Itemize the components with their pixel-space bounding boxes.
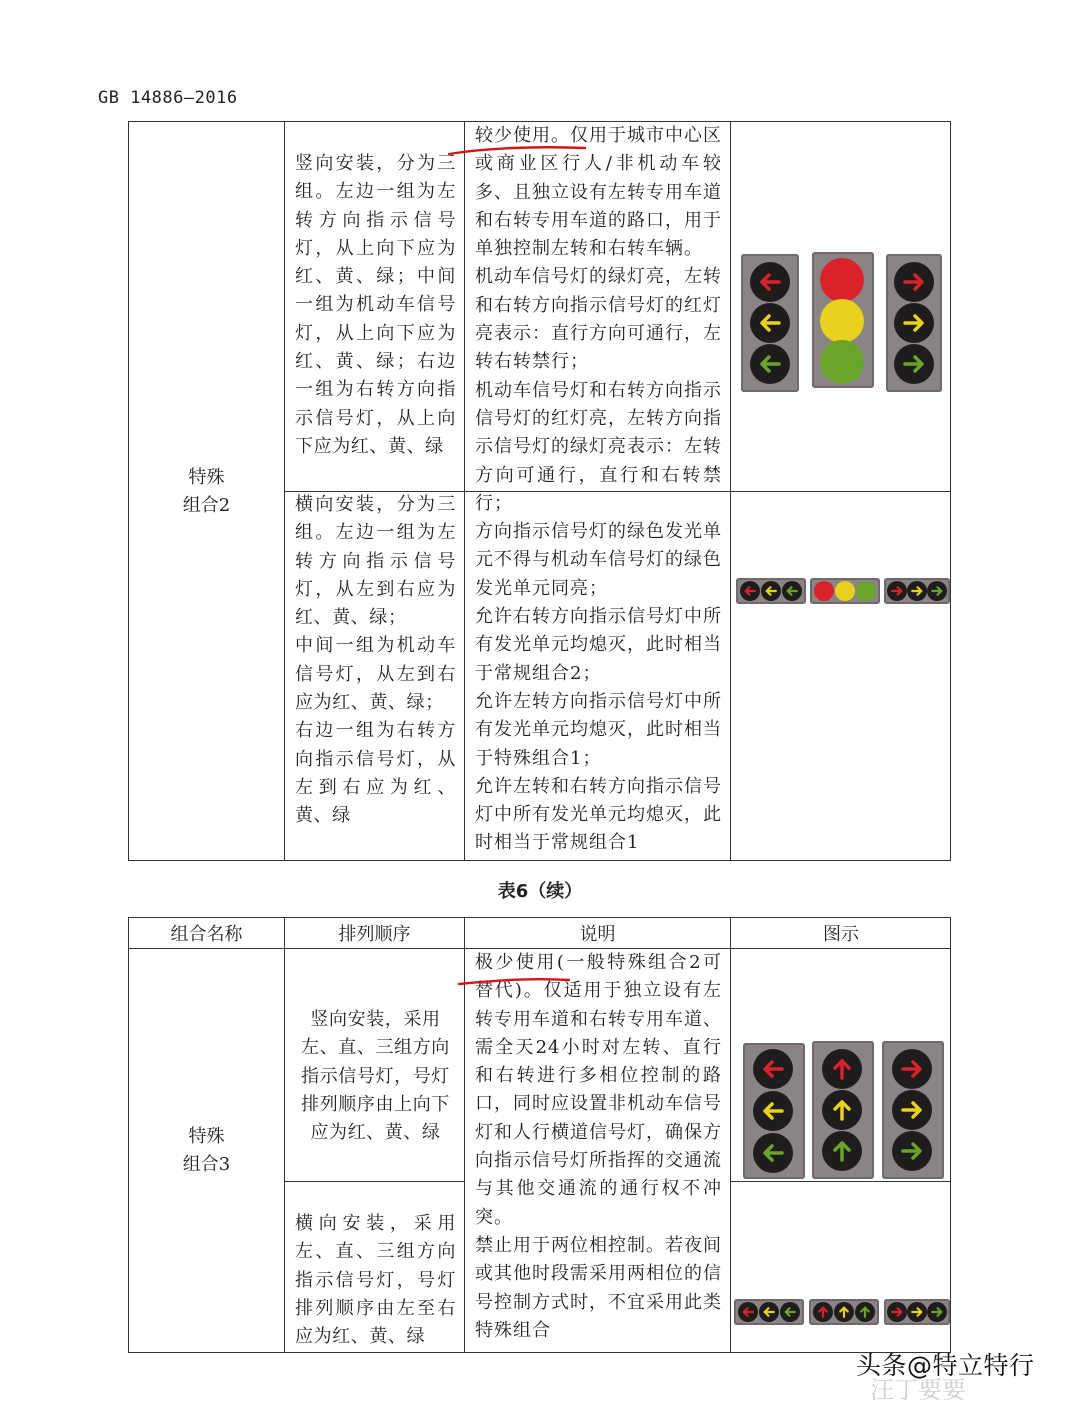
watermark-background-text: 汪丁要要: [870, 1376, 966, 1404]
up-arrow-icon: [816, 1305, 830, 1319]
lamp-green-right-arrow: [892, 1131, 932, 1171]
left-arrow-icon: [757, 351, 783, 377]
usage-highlight: 较少使用: [475, 125, 551, 146]
lamp-green-left-arrow: [782, 581, 802, 601]
right-arrow-icon: [899, 1097, 925, 1123]
lamp-yellow-left-arrow: [753, 1091, 793, 1131]
right-arrow-icon: [901, 269, 927, 295]
description-cell: 较少使用。仅用于城市中心区或商业区行人/非机动车较多、且独立设有左转专用车道和右转专用车道的路口，用于单独控制左转和右转车辆。 机动车信号灯的绿灯亮，左转和右转方向指示信号灯的红灯亮表示：直行方向可通行，左转右转禁行； 机动车信号灯和右转方向指示信号灯的红灯亮，左转方向指示信号灯的绿灯亮表示：左转方向可通行，直行和右转禁行； 方向指示信号灯的绿色发光单元不得与机动车信号灯的绿色发光单元同亮； 允许右转方向指示信号灯中所有发光单元均熄灭，此时相当于常规组合2； 允许左转方向指示信号灯中所有发光单元均熄灭，此时相当于特殊组合1； 允许左转和右转方向指示信号灯中所有发光单元均熄灭，此时相当于常规组合1: [465, 122, 730, 858]
description-cell: 极少使用(一般特殊组合2可替代)。仅适用于独立设有左转专用车道和右转专用车道、需全天24小时对左转、直行和右转进行多相位控制的路口，同时应设置非机动车信号灯和人行横道信号灯，确保方向指示信号灯所指挥的交通流与其他交通流的通行权不冲突。 禁止用于两位相控制。若夜间或其他时段需采用两相位的信号控制方式时，不宜采用此类特殊组合: [465, 949, 730, 1345]
description-paragraph: 极少使用(一般特殊组合2可替代)。仅适用于独立设有左转专用车道和右转专用车道、需全天24小时对左转、直行和右转进行多相位控制的路口，同时应设置非机动车信号灯和人行横道信号灯，确保方向指示信号灯所指挥的交通流与其他交通流的通行权不冲突。: [475, 952, 722, 1228]
signal-right-vertical: [882, 1041, 944, 1179]
up-arrow-icon: [829, 1056, 855, 1082]
lamp-red-left-arrow: [750, 262, 790, 302]
row-divider: [284, 1181, 465, 1182]
lamp-green-round: [856, 581, 876, 601]
lamp-yellow-up-arrow: [834, 1302, 854, 1322]
lamp-yellow-up-arrow: [822, 1090, 862, 1130]
lamp-green-left-arrow: [750, 344, 790, 384]
signal-left-horizontal: [736, 578, 806, 604]
order-vertical: 竖向安装，采用左、直、三组方向指示信号灯，号灯排列顺序由上向下应为红、黄、绿: [301, 1009, 450, 1144]
table-special-combo-3: [128, 917, 951, 1353]
right-arrow-icon: [910, 1305, 924, 1319]
lamp-green-up-arrow: [855, 1302, 875, 1322]
right-arrow-icon: [890, 584, 904, 598]
left-arrow-icon: [764, 584, 778, 598]
order-horizontal: 横向安装，采用左、直、三组方向指示信号灯，号灯排列顺序由左至右应为红、黄、绿: [295, 1213, 456, 1348]
lamp-green-up-arrow: [822, 1131, 862, 1171]
left-arrow-icon: [757, 310, 783, 336]
usage-highlight: 极少使用: [475, 952, 557, 973]
lamp-red-left-arrow: [740, 581, 760, 601]
up-arrow-icon: [829, 1138, 855, 1164]
lamp-green-right-arrow: [927, 1302, 947, 1322]
signal-left-horizontal: [734, 1299, 804, 1325]
left-arrow-icon: [760, 1098, 786, 1124]
doc-code: GB 14886—2016: [98, 88, 238, 108]
order-vertical: 竖向安装，分为三组。左边一组为左转方向指示信号灯，从上向下应为红、黄、绿；中间一组为机动车信号灯，从上向下应为红、黄、绿；右边一组为右转方向指示信号灯，从上向下应为红、黄、绿: [295, 153, 456, 457]
signal-left-vertical: [743, 1043, 805, 1179]
lamp-green-left-arrow: [780, 1302, 800, 1322]
lamp-red-up-arrow: [822, 1049, 862, 1089]
lamp-yellow-right-arrow: [894, 303, 934, 343]
signal-right-vertical: [886, 254, 942, 392]
lamp-red-right-arrow: [887, 581, 907, 601]
lamp-green-left-arrow: [753, 1133, 793, 1173]
lamp-red-left-arrow: [738, 1302, 758, 1322]
lamp-yellow-left-arrow: [761, 581, 781, 601]
description-paragraph: 较少使用。仅用于城市中心区或商业区行人/非机动车较多、且独立设有左转专用车道和右转专用车道的路口，用于单独控制左转和右转车辆。: [475, 125, 722, 260]
lamp-yellow-right-arrow: [907, 1302, 927, 1322]
lamp-green-right-arrow: [927, 581, 947, 601]
combo-name-cell: [129, 122, 284, 862]
left-arrow-icon: [741, 1305, 755, 1319]
right-arrow-icon: [910, 584, 924, 598]
lamp-green-round: [820, 340, 864, 384]
signal-center-horizontal: [810, 578, 880, 604]
header-illustration: 图示: [823, 924, 859, 945]
right-arrow-icon: [901, 351, 927, 377]
up-arrow-icon: [837, 1305, 851, 1319]
left-arrow-icon: [783, 1305, 797, 1319]
lamp-yellow-right-arrow: [892, 1090, 932, 1130]
lamp-red-right-arrow: [887, 1302, 907, 1322]
lamp-red-left-arrow: [753, 1049, 793, 1089]
left-arrow-icon: [743, 584, 757, 598]
right-arrow-icon: [899, 1138, 925, 1164]
combo-name: 特殊 组合3: [182, 1126, 231, 1175]
combo-name-cell: [129, 949, 284, 1353]
left-arrow-icon: [760, 1056, 786, 1082]
right-arrow-icon: [890, 1305, 904, 1319]
left-arrow-icon: [757, 269, 783, 295]
lamp-yellow-left-arrow: [759, 1302, 779, 1322]
lamp-yellow-round: [820, 299, 864, 343]
signal-right-horizontal: [884, 1299, 950, 1325]
lamp-red-right-arrow: [894, 262, 934, 302]
round-lamp-icon: [842, 280, 843, 281]
signal-center-vertical: [812, 252, 874, 388]
right-arrow-icon: [901, 310, 927, 336]
watermark: 头条@特立特行: [856, 1351, 1035, 1380]
signal-left-vertical: [741, 254, 799, 392]
table-caption: 表6（续）: [497, 881, 583, 902]
left-arrow-icon: [785, 584, 799, 598]
row-divider: [730, 1181, 950, 1182]
header-order: 排列顺序: [338, 924, 411, 945]
header-combo-name: 组合名称: [170, 924, 243, 945]
left-arrow-icon: [760, 1140, 786, 1166]
lamp-yellow-left-arrow: [750, 303, 790, 343]
combo-name: 特殊 组合2: [182, 467, 231, 516]
lamp-green-right-arrow: [894, 344, 934, 384]
order-horizontal: 横向安装，分为三组。左边一组为左转方向指示信号灯，从左到右应为红、黄、绿； 中间一组为机动车信号灯，从左到右应为红、黄、绿； 右边一组为右转方向指示信号灯，从左到右应为红、黄、绿: [295, 494, 456, 827]
round-lamp-icon: [842, 362, 843, 363]
lamp-red-right-arrow: [892, 1049, 932, 1089]
table-special-combo-2: [128, 121, 951, 861]
signal-center-vertical: [812, 1041, 874, 1179]
lamp-yellow-round: [835, 581, 855, 601]
lamp-red-round: [820, 258, 864, 302]
signal-right-horizontal: [884, 578, 950, 604]
lamp-red-round: [814, 581, 834, 601]
right-arrow-icon: [930, 1305, 944, 1319]
up-arrow-icon: [829, 1097, 855, 1123]
signal-center-horizontal: [809, 1299, 879, 1325]
up-arrow-icon: [858, 1305, 872, 1319]
right-arrow-icon: [930, 584, 944, 598]
round-lamp-icon: [842, 321, 843, 322]
lamp-red-up-arrow: [813, 1302, 833, 1322]
header-description: 说明: [579, 924, 616, 945]
lamp-yellow-right-arrow: [907, 581, 927, 601]
right-arrow-icon: [899, 1056, 925, 1082]
left-arrow-icon: [762, 1305, 776, 1319]
